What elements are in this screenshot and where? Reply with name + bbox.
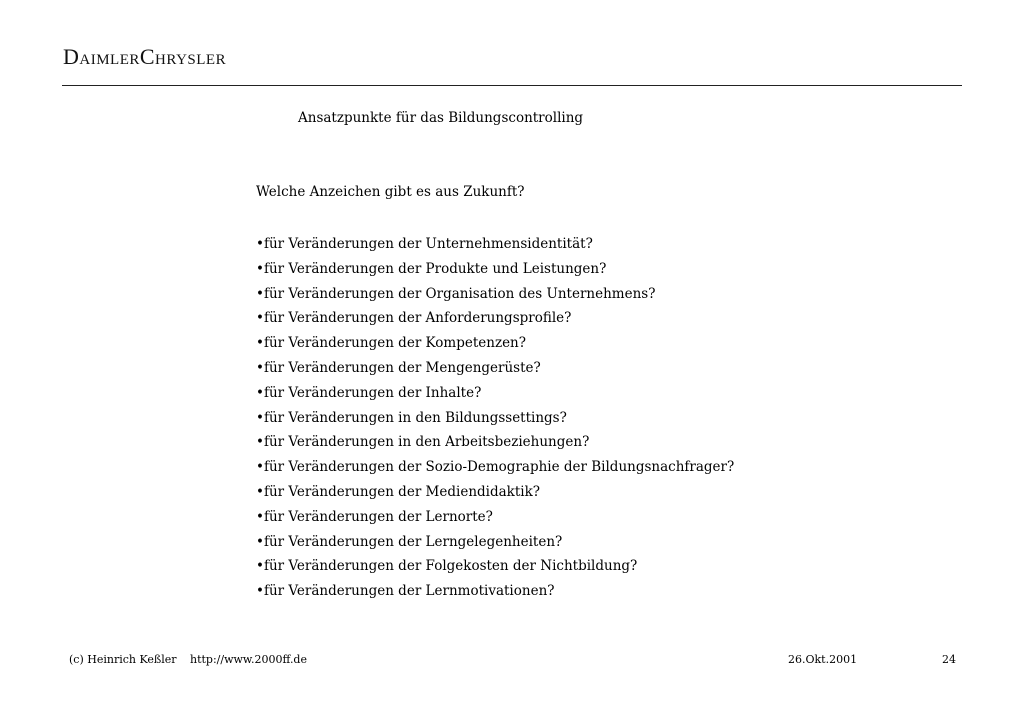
list-item: •für Veränderungen der Mediendidaktik? — [256, 483, 541, 500]
list-item: •für Veränderungen der Anforderungsprofile? — [256, 310, 572, 327]
list-item: •für Veränderungen der Mengengerüste? — [256, 359, 541, 376]
list-item: •für Veränderungen in den Bildungssettings? — [256, 409, 567, 426]
company-logo: DaimlerChrysler — [63, 44, 227, 69]
list-item: •für Veränderungen der Produkte und Leistungen? — [256, 260, 607, 277]
list-item: •für Veränderungen der Kompetenzen? — [256, 335, 526, 352]
slide-title: Ansatzpunkte für das Bildungscontrolling — [298, 110, 584, 126]
list-item: •für Veränderungen der Lerngelegenheiten? — [256, 533, 563, 550]
list-item: •für Veränderungen der Lernmotivationen? — [256, 583, 555, 600]
footer-copyright: (c) Heinrich Keßler — [69, 653, 177, 666]
list-item: •für Veränderungen der Lernorte? — [256, 508, 493, 525]
list-item: •für Veränderungen der Unternehmensidentität? — [256, 236, 593, 252]
list-item: •für Veränderungen der Sozio-Demographie der Bildungsnachfrager? — [256, 459, 735, 476]
slide-question: Welche Anzeichen gibt es aus Zukunft? — [256, 184, 525, 200]
footer-date: 26.Okt.2001 — [788, 653, 858, 666]
bullet-list — [256, 234, 734, 606]
list-item: •für Veränderungen der Inhalte? — [256, 384, 482, 401]
page-number: 24 — [942, 653, 956, 666]
list-item: •für Veränderungen der Folgekosten der Nichtbildung? — [256, 558, 638, 575]
header-divider — [62, 85, 962, 86]
footer-url-link[interactable]: http://www.2000ff.de — [190, 653, 307, 666]
list-item: •für Veränderungen in den Arbeitsbeziehungen? — [256, 434, 590, 451]
list-item: •für Veränderungen der Organisation des Unternehmens? — [256, 285, 656, 302]
